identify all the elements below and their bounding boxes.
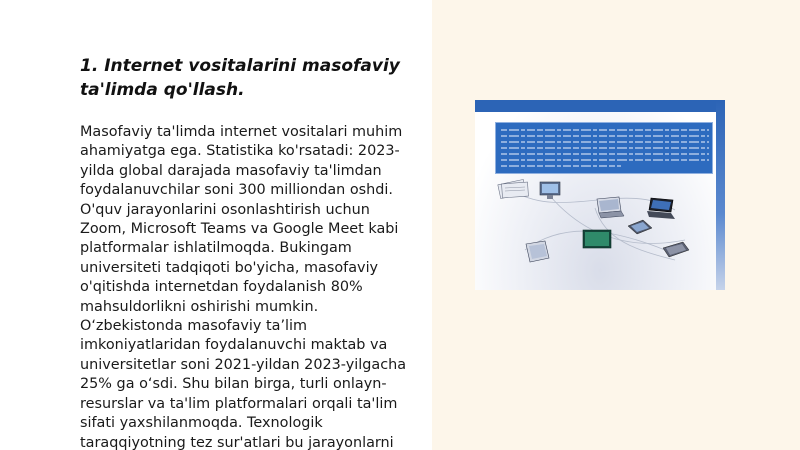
open-laptop-icon — [625, 218, 655, 238]
keyboard-icon — [661, 240, 691, 260]
tablet-icon — [523, 240, 553, 266]
paper-stack-icon — [497, 178, 531, 200]
monitor-icon — [537, 180, 563, 202]
distance-learning-illustration — [475, 100, 725, 290]
desktop-screen-icon — [581, 228, 613, 250]
section-paragraph: Masofaviy ta'limda internet vositalari muhim ahamiyatga ega. Statistika ko'rsatadi: 2023-yilda global darajada masofaviy ta'limdan foydalanuvchilar soni 300 milliondan oshdi. O'quv jarayonlarini osonlashtirish uchun Zoom, Microsoft Teams va Google Meet kabi platformalar ishlatilmoqda. Bukingam universiteti tadqiqoti bo'yicha, masofaviy o'qitishda internetdan foydalanish 80% mahsuldorlikni oshirishi mumkin. O‘zbekistonda masofaviy ta’lim imkoniyatlaridan foydalanuvchi maktab va universitetlar soni 2021-yildan 2023-yilgacha 25% ga o‘sdi. Shu bilan birga, turli onlayn-resurslar va ta'lim platformalari orqali ta'lim sifati yaxshilanmoqda. Texnologik taraqqiyotning tez sur'atlari bu jarayonlarni — [80, 124, 407, 450]
laptop-icon — [593, 196, 625, 220]
section-heading: 1. Internet vositalarini masofaviy ta'limda qo'llash. — [80, 56, 400, 100]
